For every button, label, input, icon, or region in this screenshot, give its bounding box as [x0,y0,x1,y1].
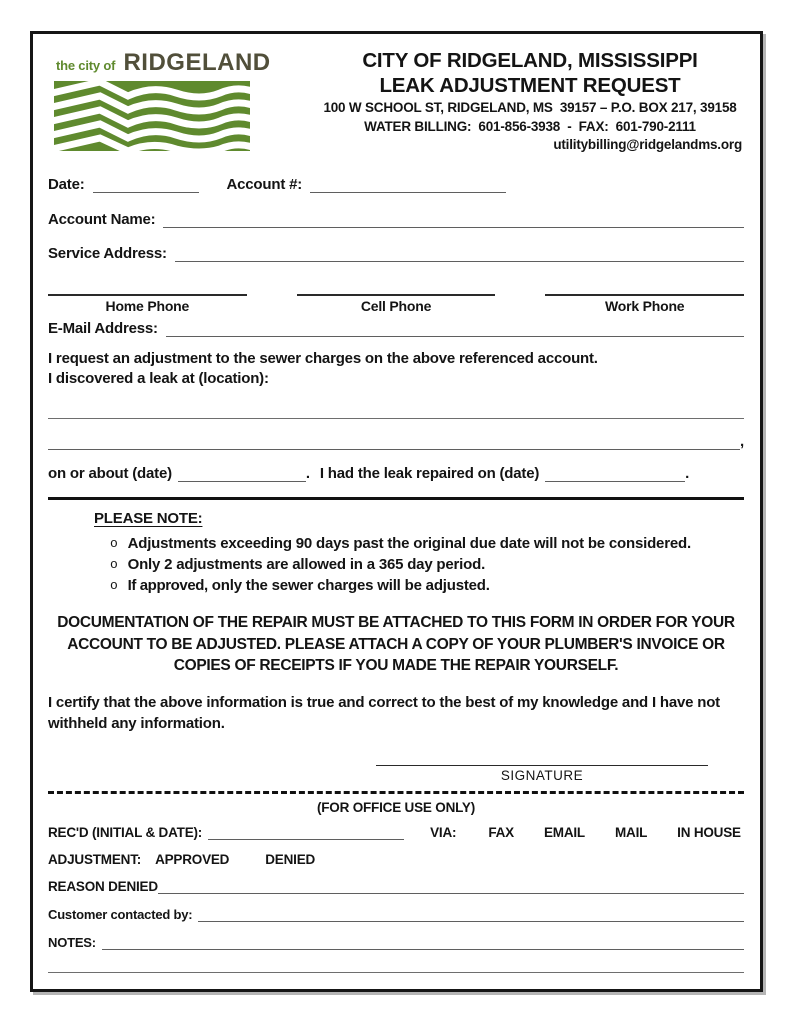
bullet-marker: o [110,557,118,573]
date-account-row [48,174,744,193]
logo-city-name: RIDGELAND [123,49,271,76]
email-label: E-Mail Address: [48,319,158,337]
adjustment-option-approved[interactable]: APPROVED [155,852,230,868]
form-title-line2: LEAK ADJUSTMENT REQUEST [379,74,681,97]
signature-block [376,752,708,785]
ridgeland-logo [48,46,271,154]
documentation-warning: DOCUMENTATION OF THE REPAIR MUST BE ATTACHED TO THIS FORM IN ORDER FOR YOUR ACCOUNT TO BE ADJUSTED. PLEASE ATTACH A COPY OF YOUR PLUMBER'S INVOICE OR COPIES OF RECEIPTS IF YOU MADE THE REPAIR YOURSELF. [57,614,735,674]
home-phone-label: Home Phone [105,297,190,314]
work-phone-field [545,282,744,316]
form-title-line1: CITY OF RIDGELAND, MISSISSIPPI [362,49,698,72]
date-label: Date: [48,175,85,193]
logo-tagline: the city of [56,58,116,73]
notes-extra-line[interactable] [48,971,744,973]
certification-statement: I certify that the above information is true and correct to the best of my knowledge and I have not withheld any information. [48,694,720,733]
trailing-comma: , [740,433,744,451]
bullet-marker: o [110,536,118,552]
notes-input-line[interactable] [102,935,744,950]
header-address: 100 W SCHOOL ST, RIDGELAND, MS 39157 – P.O. BOX 217, 39158 [323,100,737,115]
leak-location-line2[interactable] [48,419,740,450]
office-use-banner: (FOR OFFICE USE ONLY) [316,800,476,816]
customer-contacted-row [48,907,744,922]
request-intro-line2: I discovered a leak at (location): [48,369,269,387]
home-phone-input-line[interactable] [48,282,247,296]
account-number-input-line[interactable] [310,174,506,193]
adjustment-row [48,852,744,867]
notes-label: NOTES: [48,935,96,951]
cell-phone-field [297,282,496,316]
on-or-about-label: on or about (date) [48,465,172,483]
adjustment-label: ADJUSTMENT: [48,852,142,868]
account-name-row [48,209,744,228]
note-bullet-3-text [128,575,490,596]
service-address-label: Service Address: [48,244,167,262]
note-bullet-2-text: Only 2 adjustments are allowed in a 365 day period. [127,556,486,574]
period-2: . [685,465,690,483]
via-option-email[interactable]: EMAIL [543,825,585,841]
email-input-line[interactable] [166,318,744,337]
leak-location-line1[interactable] [48,389,744,419]
account-name-label: Account Name: [48,210,156,228]
via-option-fax[interactable]: FAX [488,825,514,841]
reason-denied-input-line[interactable] [158,878,744,894]
header-text-block [316,46,744,154]
customer-contacted-label: Customer contacted by: [48,907,193,923]
note-bullet-3-rest: only the sewer charges will be adjusted. [207,577,490,595]
via-option-mail[interactable]: MAIL [614,825,648,841]
work-phone-input-line[interactable] [545,282,744,296]
note-bullet-1 [110,533,744,554]
cell-phone-input-line[interactable] [297,282,496,296]
reason-denied-label: REASON DENIED [48,879,158,895]
signature-input-line[interactable] [376,752,708,766]
period-1: . [305,465,310,483]
bullet-marker: o [110,578,118,594]
via-label: VIA: [430,825,457,841]
date-input-line[interactable] [93,174,199,193]
leak-dates-row [48,463,744,482]
adjustment-option-denied[interactable]: DENIED [265,852,316,868]
repair-date-input-line[interactable] [545,463,685,482]
reason-denied-row [48,878,744,894]
notes-row [48,935,744,950]
home-phone-field [48,282,247,316]
work-phone-label: Work Phone [604,297,685,314]
request-intro-line1: I request an adjustment to the sewer charges on the above referenced account. [48,349,598,367]
if-approved-bold: If approved, [127,577,208,595]
leak-date-input-line[interactable] [178,463,306,482]
customer-contacted-input-line[interactable] [198,907,744,922]
note-bullet-2 [110,554,744,575]
please-note-heading: PLEASE NOTE: [94,510,203,528]
recd-label: REC'D (INITIAL & DATE): [48,825,203,841]
office-use-divider [48,791,744,794]
service-address-row [48,243,744,262]
note-bullet-1-text: Adjustments exceeding 90 days past the original due date will not be considered. [127,535,691,553]
received-row [48,824,744,840]
cell-phone-label: Cell Phone [360,297,432,314]
header-email: utilitybilling@ridgelandms.org [553,137,742,153]
account-number-label: Account #: [226,175,303,193]
section-divider [48,497,744,500]
ridgeland-waves-icon [54,81,250,151]
leak-location-line2-row [48,419,744,450]
phones-row [48,282,744,316]
note-bullet-3 [110,575,744,596]
via-option-in-house[interactable]: IN HOUSE [677,825,741,841]
form-border-frame [30,31,763,992]
email-row [48,318,744,337]
signature-label: SIGNATURE [500,768,584,784]
account-name-input-line[interactable] [163,209,744,228]
form-header [48,46,744,154]
form-content [33,34,760,981]
logo-wordmark [56,49,271,77]
service-address-input-line[interactable] [175,243,744,262]
repaired-label: I had the leak repaired on (date) [319,465,540,483]
recd-input-line[interactable] [208,824,404,840]
header-phone-fax: WATER BILLING: 601-856-3938 - FAX: 601-790-2111 [364,118,696,134]
